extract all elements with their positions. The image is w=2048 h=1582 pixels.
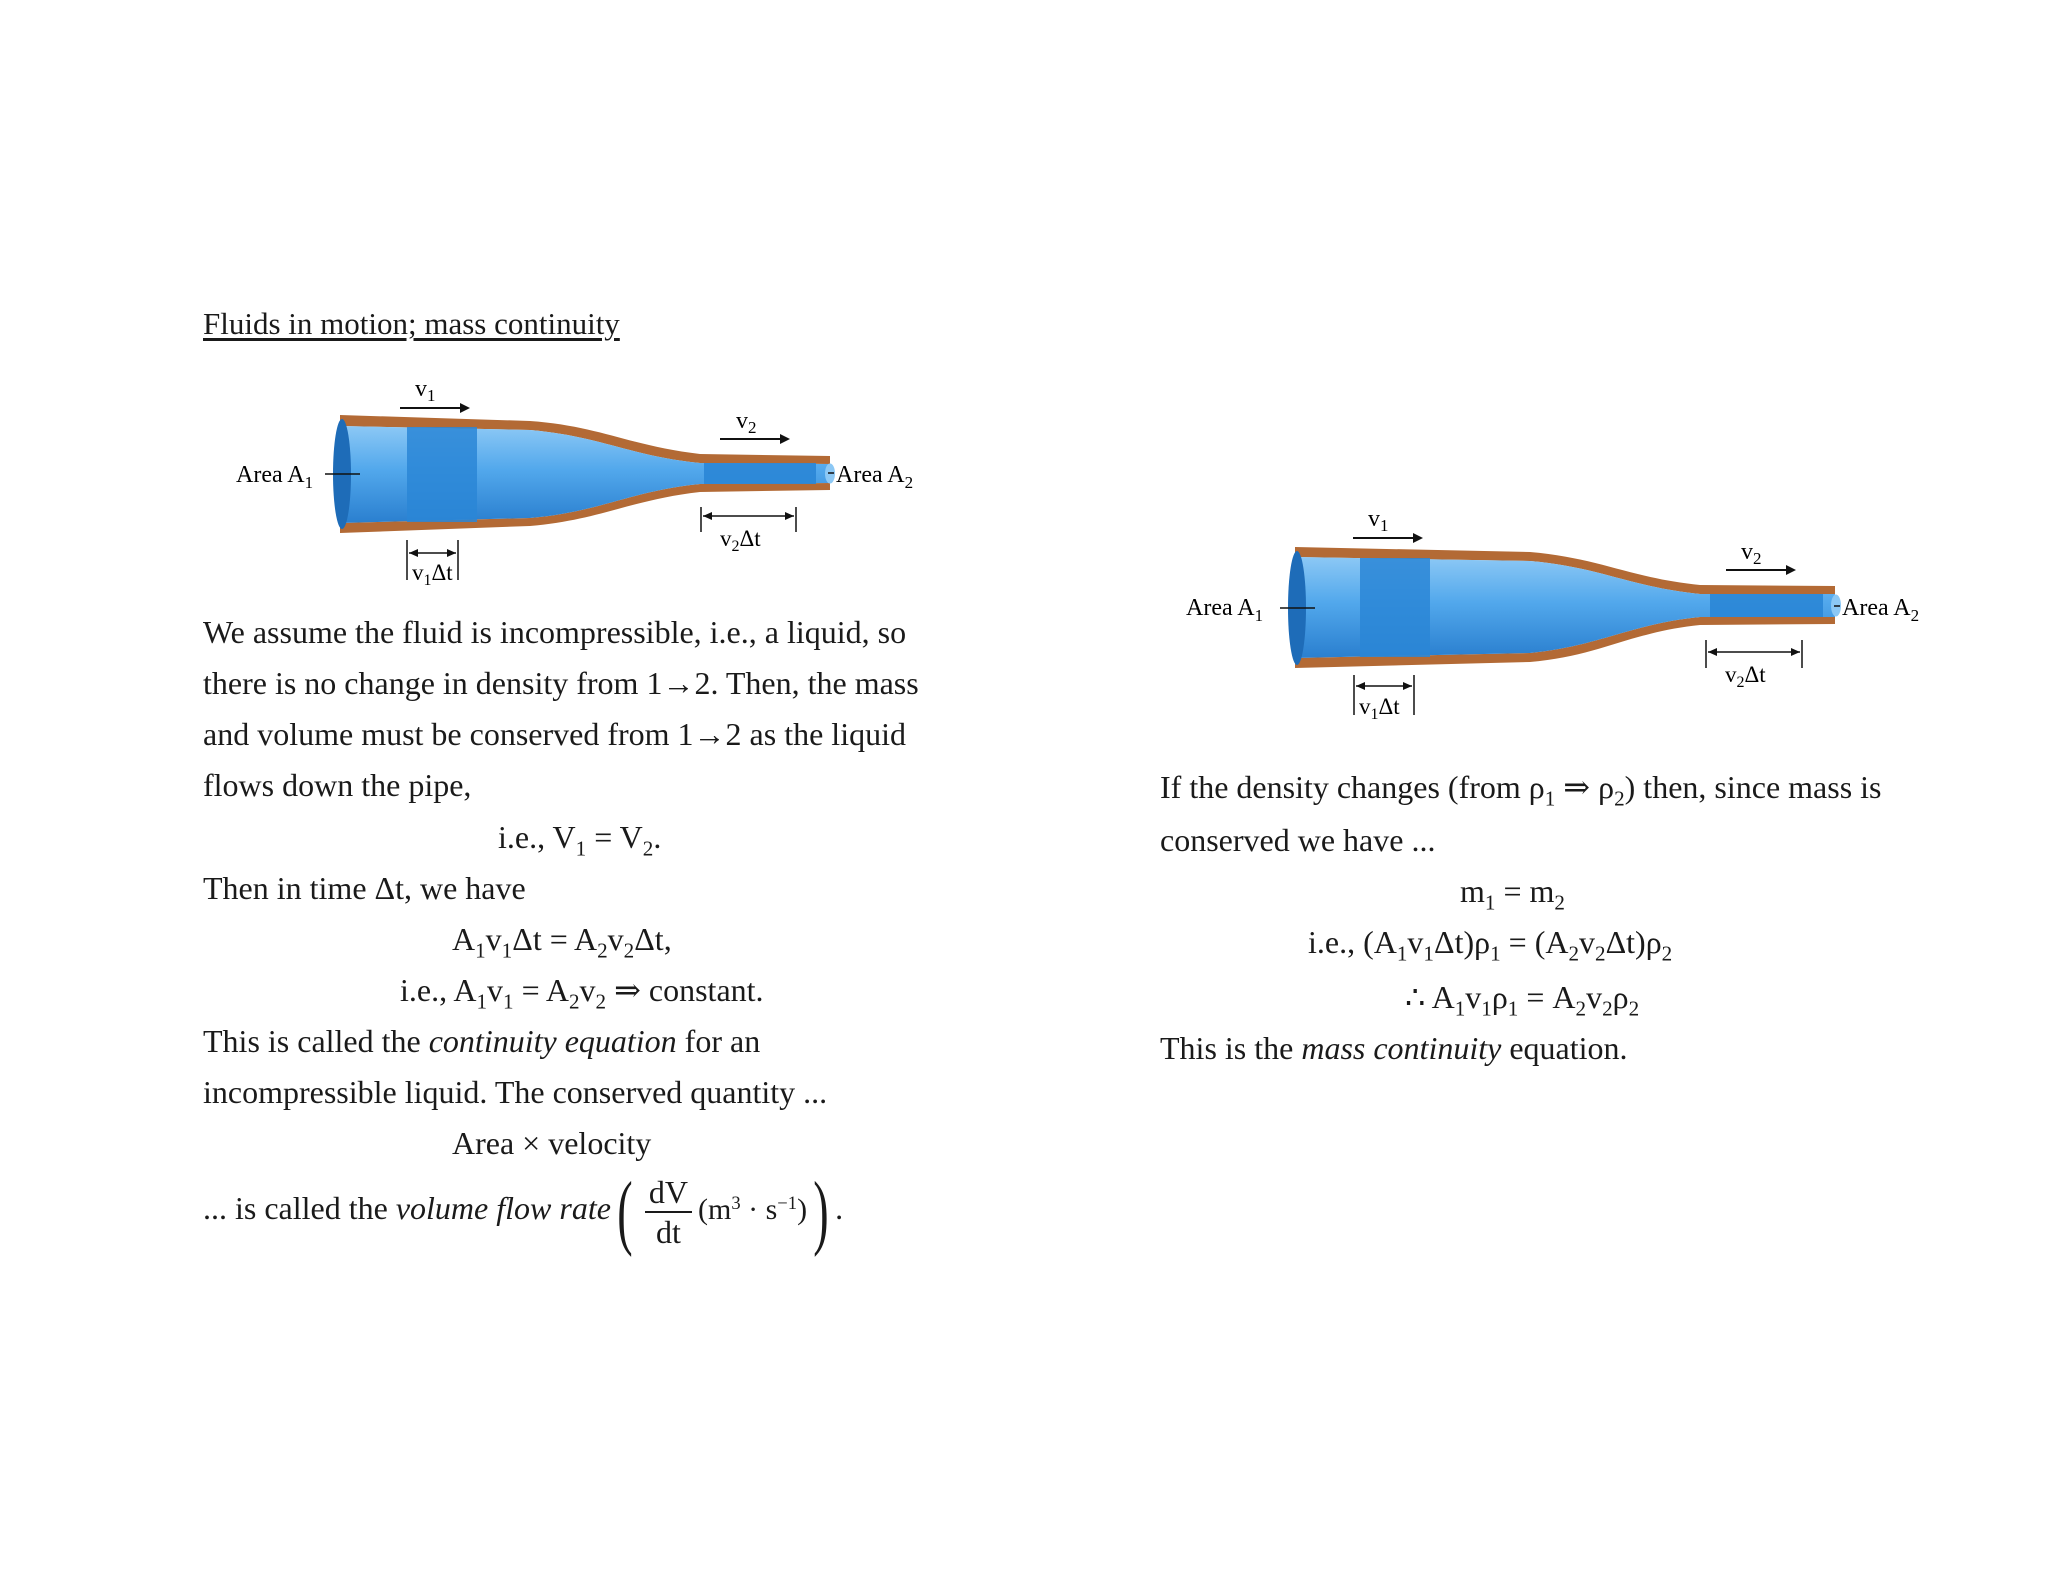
flow-rate-unit: $(m^3 \cdot s^{-1})$ <box>698 1192 808 1226</box>
v1-arrowhead <box>1413 533 1423 543</box>
continuity-paragraph <box>203 1016 827 1118</box>
flow-equation: $A_1v_1\Delta t = A_2v_2\Delta t$, <box>452 921 672 963</box>
fluid-slab-1 <box>407 427 477 522</box>
area2-label: Area $A_2$ <box>836 462 914 492</box>
dist2-label: $v_2\Delta t$ <box>1725 662 1766 691</box>
dist2-arrow-right <box>785 512 794 520</box>
v2-arrowhead <box>780 434 790 444</box>
intro-line-4: flows down the pipe, <box>203 767 472 803</box>
mass-flow-equation: i.e., $(A_1v_1\Delta t)\rho_1 = (A_2v_2\Delta t)\rho_2$ <box>1308 924 1673 966</box>
density-line-2: conserved we have ... <box>1160 822 1436 858</box>
intro-line-2: there is no change in density from 1→2. Then, the mass <box>203 665 919 701</box>
mass-equation: $m_1 = m_2$ <box>1460 873 1565 915</box>
v1-arrowhead <box>460 403 470 413</box>
volume-equation: i.e., $V_1 = V_2$. <box>498 819 662 861</box>
density-line-1: If the density changes (from $\rho_1$ ⇒ $\rho_2$) then, since mass is <box>1160 769 1882 811</box>
fluid-slab-2 <box>704 463 816 484</box>
dist2-label: $v_2\Delta t$ <box>720 526 761 555</box>
area1-label: Area $A_1$ <box>1186 595 1264 625</box>
area1-label: Area $A_1$ <box>236 462 314 492</box>
v2-label: $v_2$ <box>1741 539 1762 568</box>
area2-label: Area $A_2$ <box>1842 595 1920 625</box>
dist2-arrow-left <box>703 512 712 520</box>
flow-rate-line: ... is called the volume flow rate( $\frac{dV}{dt}$ $(m^3 \cdot s^{-1})$) . <box>203 1164 844 1258</box>
pipe-diagram-right <box>1150 500 1920 730</box>
continuity-equation: i.e., $A_1v_1 = A_2v_2$ ⇒ constant. <box>400 972 764 1014</box>
right-paren: ) <box>813 1164 829 1258</box>
area-velocity: Area × velocity <box>452 1125 652 1161</box>
pipe-diagram-left <box>200 370 960 590</box>
dist1-arrow-left <box>409 549 418 557</box>
v2-label: $v_2$ <box>736 408 757 437</box>
intro-paragraph <box>203 607 919 811</box>
dist1-arrow-right <box>447 549 456 557</box>
mass-continuity-equation: ∴ $A_1v_1\rho_1 = A_2v_2\rho_2$ <box>1405 979 1640 1021</box>
dist1-label: $v_1\Delta t$ <box>1359 694 1400 723</box>
intro-line-3: and volume must be conserved from 1→2 as the liquid <box>203 716 906 752</box>
intro-line-1: We assume the fluid is incompressible, i.e., a liquid, so <box>203 614 907 650</box>
dist1-arrow-right <box>1403 682 1412 690</box>
dist2-arrow-right <box>1791 648 1800 656</box>
dist1-label: $v_1\Delta t$ <box>412 560 453 589</box>
v1-label: $v_1$ <box>1368 506 1389 535</box>
density-paragraph <box>1160 762 1881 866</box>
fluid-slab-1 <box>1360 558 1430 657</box>
continuity-line-1: This is called the continuity equation for an <box>203 1023 761 1059</box>
mass-continuity-text: This is the mass continuity equation. <box>1160 1030 1628 1066</box>
left-paren: ( <box>617 1164 633 1258</box>
dist2-arrow-left <box>1708 648 1717 656</box>
page-title: Fluids in motion; mass continuity <box>203 306 620 341</box>
dist1-arrow-left <box>1356 682 1365 690</box>
time-text: Then in time Δt, we have <box>203 870 526 906</box>
continuity-line-2: incompressible liquid. The conserved quantity ... <box>203 1074 828 1110</box>
v2-arrowhead <box>1786 565 1796 575</box>
fluid-slab-2 <box>1710 594 1823 617</box>
dv-dt-fraction: $\frac{dV}{dt}$ <box>645 1173 692 1251</box>
v1-label: $v_1$ <box>415 376 436 405</box>
